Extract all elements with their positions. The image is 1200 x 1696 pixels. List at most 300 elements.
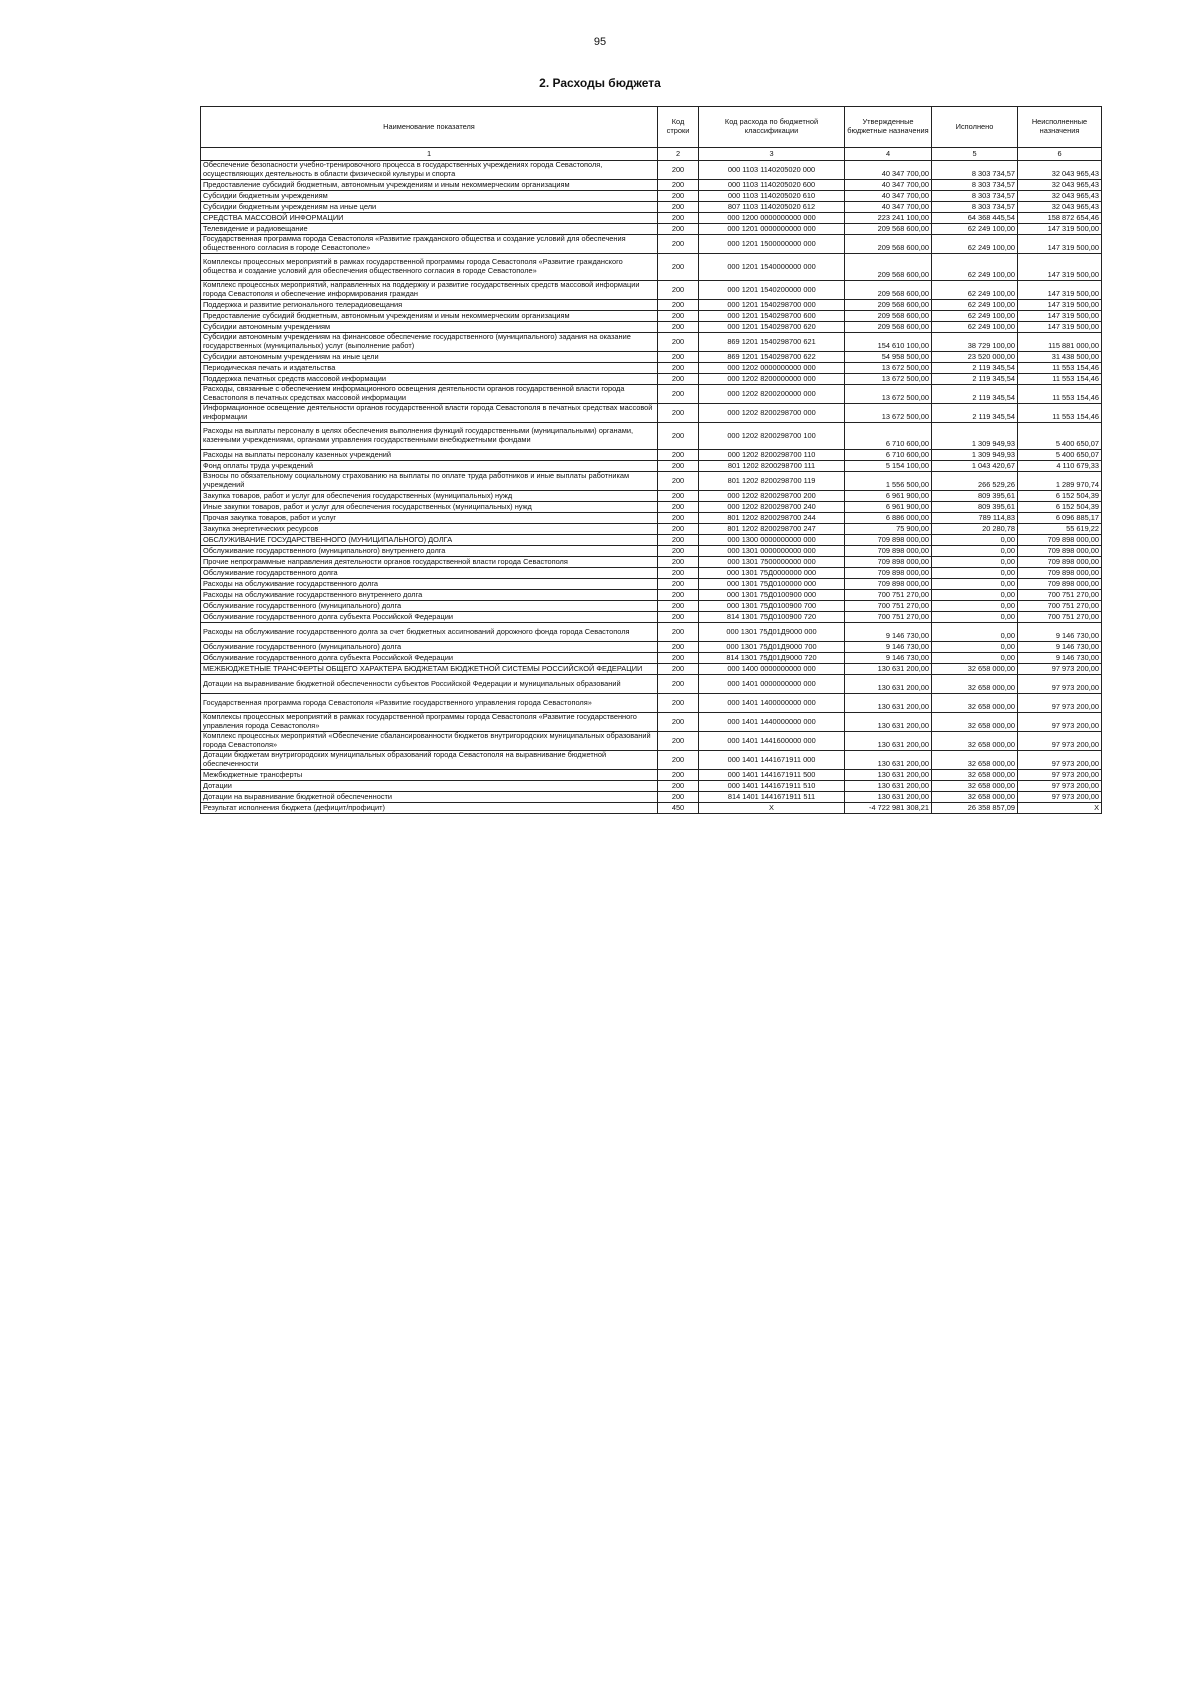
row-unexecuted: 709 898 000,00 (1018, 557, 1102, 568)
table-row (201, 568, 1102, 579)
row-approved: 13 672 500,00 (845, 385, 932, 404)
table-row (201, 694, 1102, 713)
row-classification-code: 000 1300 0000000000 000 (699, 535, 845, 546)
table-row (201, 213, 1102, 224)
row-executed: 0,00 (932, 590, 1018, 601)
row-unexecuted: 147 319 500,00 (1018, 322, 1102, 333)
page-number: 95 (593, 36, 607, 48)
row-unexecuted: 9 146 730,00 (1018, 623, 1102, 642)
row-unexecuted: 97 973 200,00 (1018, 781, 1102, 792)
row-line-code: 200 (658, 180, 699, 191)
row-name: Межбюджетные трансферты (201, 770, 658, 781)
row-executed: 20 280,78 (932, 524, 1018, 535)
row-name: Расходы на обслуживание государственного внутреннего долга (201, 590, 658, 601)
row-approved: 6 886 000,00 (845, 513, 932, 524)
row-name: Расходы на выплаты персоналу в целях обеспечения выполнения функций государственными (муниципальными) органами, казенными учреждениями, органами управления государственными внебюджетными фондами (201, 423, 658, 450)
row-approved: 40 347 700,00 (845, 202, 932, 213)
table-row (201, 191, 1102, 202)
row-unexecuted: 147 319 500,00 (1018, 311, 1102, 322)
table-row (201, 513, 1102, 524)
row-executed: 2 119 345,54 (932, 385, 1018, 404)
row-unexecuted: 1 289 970,74 (1018, 472, 1102, 491)
row-line-code: 200 (658, 642, 699, 653)
column-number: 3 (699, 148, 845, 161)
row-unexecuted: 97 973 200,00 (1018, 675, 1102, 694)
row-classification-code: 000 1103 1140205020 600 (699, 180, 845, 191)
row-name: Дотации бюджетам внутригородских муниципальных образований города Севастополя на выравнивание бюджетной обеспеченности (201, 751, 658, 770)
table-row (201, 202, 1102, 213)
table-row (201, 281, 1102, 300)
row-approved: 130 631 200,00 (845, 781, 932, 792)
row-name: Информационное освещение деятельности органов государственной власти города Севастополя в печатных средствах массовой информации (201, 404, 658, 423)
row-classification-code: 000 1201 1540200000 000 (699, 281, 845, 300)
row-line-code: 200 (658, 579, 699, 590)
row-executed: 266 529,26 (932, 472, 1018, 491)
row-unexecuted: 9 146 730,00 (1018, 642, 1102, 653)
row-name: Обслуживание государственного долга субъекта Российской Федерации (201, 612, 658, 623)
table-row (201, 161, 1102, 180)
row-unexecuted: 11 553 154,46 (1018, 363, 1102, 374)
column-number: 5 (932, 148, 1018, 161)
row-unexecuted: 5 400 650,07 (1018, 423, 1102, 450)
row-executed: 64 368 445,54 (932, 213, 1018, 224)
table-row (201, 311, 1102, 322)
row-line-code: 200 (658, 472, 699, 491)
table-header-row (201, 107, 1102, 148)
table-row (201, 623, 1102, 642)
table-row (201, 792, 1102, 803)
row-classification-code: 000 1301 0000000000 000 (699, 546, 845, 557)
row-unexecuted: 709 898 000,00 (1018, 568, 1102, 579)
row-name: Дотации на выравнивание бюджетной обеспеченности субъектов Российской Федерации и муниципальных образований (201, 675, 658, 694)
row-executed: 62 249 100,00 (932, 235, 1018, 254)
row-classification-code: 000 1401 1441671911 500 (699, 770, 845, 781)
row-approved: 209 568 600,00 (845, 322, 932, 333)
row-executed: 62 249 100,00 (932, 281, 1018, 300)
row-classification-code: 000 1401 1440000000 000 (699, 713, 845, 732)
row-unexecuted: 31 438 500,00 (1018, 352, 1102, 363)
row-unexecuted: 158 872 654,46 (1018, 213, 1102, 224)
row-line-code: 200 (658, 751, 699, 770)
row-classification-code: 801 1202 8200298700 111 (699, 461, 845, 472)
row-approved: 9 146 730,00 (845, 653, 932, 664)
row-executed: 62 249 100,00 (932, 311, 1018, 322)
table-row (201, 322, 1102, 333)
row-approved: 40 347 700,00 (845, 191, 932, 202)
row-unexecuted: 11 553 154,46 (1018, 404, 1102, 423)
row-approved: 130 631 200,00 (845, 664, 932, 675)
row-classification-code: 000 1200 0000000000 000 (699, 213, 845, 224)
row-line-code: 200 (658, 450, 699, 461)
row-line-code: 200 (658, 513, 699, 524)
table-row (201, 180, 1102, 191)
row-executed: 23 520 000,00 (932, 352, 1018, 363)
table-row (201, 781, 1102, 792)
row-executed: 1 309 949,93 (932, 450, 1018, 461)
row-approved: 130 631 200,00 (845, 713, 932, 732)
table-row (201, 423, 1102, 450)
row-unexecuted: 11 553 154,46 (1018, 374, 1102, 385)
row-approved: 209 568 600,00 (845, 235, 932, 254)
row-classification-code: 000 1301 75Д01Д9000 700 (699, 642, 845, 653)
row-classification-code: 000 1202 8200298700 200 (699, 491, 845, 502)
row-approved: 709 898 000,00 (845, 535, 932, 546)
row-name: Предоставление субсидий бюджетным, автономным учреждениям и иным некоммерческим организациям (201, 311, 658, 322)
row-line-code: 200 (658, 612, 699, 623)
row-line-code: 200 (658, 404, 699, 423)
row-line-code: 200 (658, 491, 699, 502)
table-row (201, 653, 1102, 664)
table-row (201, 235, 1102, 254)
row-unexecuted: 32 043 965,43 (1018, 191, 1102, 202)
row-classification-code: 869 1201 1540298700 621 (699, 333, 845, 352)
row-approved: 154 610 100,00 (845, 333, 932, 352)
row-line-code: 200 (658, 546, 699, 557)
row-executed: 8 303 734,57 (932, 191, 1018, 202)
row-line-code: 200 (658, 161, 699, 180)
table-row (201, 502, 1102, 513)
row-unexecuted: 4 110 679,33 (1018, 461, 1102, 472)
row-executed: 1 043 420,67 (932, 461, 1018, 472)
row-classification-code: 869 1201 1540298700 622 (699, 352, 845, 363)
row-name: Комплексы процессных мероприятий в рамках государственной программы города Севастополя «Развитие гражданского общества и создание условий для обеспечения общественного согласия в городе Севастополе» (201, 254, 658, 281)
row-name: Субсидии бюджетным учреждениям (201, 191, 658, 202)
row-classification-code: 801 1202 8200298700 119 (699, 472, 845, 491)
row-name: ОБСЛУЖИВАНИЕ ГОСУДАРСТВЕННОГО (МУНИЦИПАЛЬНОГО) ДОЛГА (201, 535, 658, 546)
row-classification-code: 000 1301 75Д0100900 700 (699, 601, 845, 612)
row-executed: 32 658 000,00 (932, 781, 1018, 792)
row-executed: 809 395,61 (932, 502, 1018, 513)
row-classification-code: 801 1202 8200298700 247 (699, 524, 845, 535)
row-executed: 2 119 345,54 (932, 404, 1018, 423)
row-approved: 6 710 600,00 (845, 450, 932, 461)
row-name: Результат исполнения бюджета (дефицит/профицит) (201, 803, 658, 814)
row-executed: 8 303 734,57 (932, 161, 1018, 180)
row-approved: 209 568 600,00 (845, 300, 932, 311)
row-unexecuted: 6 152 504,39 (1018, 491, 1102, 502)
row-name: Субсидии автономным учреждениям на финансовое обеспечение государственного (муниципального) задания на оказание государственных (муниципальных) услуг (выполнение работ) (201, 333, 658, 352)
expenses-table-container (200, 106, 1101, 814)
row-line-code: 200 (658, 590, 699, 601)
row-approved: 75 900,00 (845, 524, 932, 535)
row-classification-code: 814 1401 1441671911 511 (699, 792, 845, 803)
column-number: 2 (658, 148, 699, 161)
row-line-code: 200 (658, 363, 699, 374)
row-name: Государственная программа города Севастополя «Развитие государственного управления города Севастополя» (201, 694, 658, 713)
row-executed: 0,00 (932, 642, 1018, 653)
row-name: Субсидии бюджетным учреждениям на иные цели (201, 202, 658, 213)
row-approved: 709 898 000,00 (845, 557, 932, 568)
row-approved: 130 631 200,00 (845, 694, 932, 713)
table-row (201, 385, 1102, 404)
row-executed: 32 658 000,00 (932, 751, 1018, 770)
row-executed: 32 658 000,00 (932, 732, 1018, 751)
row-unexecuted: 700 751 270,00 (1018, 601, 1102, 612)
row-classification-code: 000 1202 8200298700 240 (699, 502, 845, 513)
table-row (201, 352, 1102, 363)
table-row (201, 363, 1102, 374)
table-row (201, 333, 1102, 352)
row-name: Поддержка печатных средств массовой информации (201, 374, 658, 385)
table-row (201, 713, 1102, 732)
row-unexecuted: 97 973 200,00 (1018, 694, 1102, 713)
row-line-code: 200 (658, 300, 699, 311)
row-line-code: 200 (658, 322, 699, 333)
row-line-code: 200 (658, 502, 699, 513)
row-name: Прочая закупка товаров, работ и услуг (201, 513, 658, 524)
row-line-code: 200 (658, 423, 699, 450)
row-approved: 6 961 900,00 (845, 502, 932, 513)
row-unexecuted: 147 319 500,00 (1018, 281, 1102, 300)
row-name: Телевидение и радиовещание (201, 224, 658, 235)
row-classification-code: X (699, 803, 845, 814)
row-unexecuted: 709 898 000,00 (1018, 535, 1102, 546)
row-approved: 209 568 600,00 (845, 254, 932, 281)
row-approved: 9 146 730,00 (845, 642, 932, 653)
row-line-code: 200 (658, 385, 699, 404)
row-unexecuted: 5 400 650,07 (1018, 450, 1102, 461)
row-approved: 709 898 000,00 (845, 546, 932, 557)
row-unexecuted: 97 973 200,00 (1018, 713, 1102, 732)
row-approved: 130 631 200,00 (845, 675, 932, 694)
row-approved: 130 631 200,00 (845, 751, 932, 770)
header-line-code: Код строки (658, 107, 699, 148)
row-classification-code: 000 1201 1540298700 600 (699, 311, 845, 322)
row-unexecuted: 32 043 965,43 (1018, 180, 1102, 191)
row-name: Обслуживание государственного (муниципального) долга (201, 642, 658, 653)
row-unexecuted: 6 152 504,39 (1018, 502, 1102, 513)
row-classification-code: 814 1301 75Д01Д9000 720 (699, 653, 845, 664)
row-line-code: 200 (658, 792, 699, 803)
table-row (201, 300, 1102, 311)
table-row (201, 524, 1102, 535)
row-name: СРЕДСТВА МАССОВОЙ ИНФОРМАЦИИ (201, 213, 658, 224)
row-line-code: 200 (658, 374, 699, 385)
table-row (201, 590, 1102, 601)
row-executed: 0,00 (932, 568, 1018, 579)
header-name: Наименование показателя (201, 107, 658, 148)
row-line-code: 200 (658, 781, 699, 792)
row-approved: 209 568 600,00 (845, 224, 932, 235)
row-name: Расходы на выплаты персоналу казенных учреждений (201, 450, 658, 461)
row-name: Поддержка и развитие регионального телерадиовещания (201, 300, 658, 311)
row-executed: 0,00 (932, 535, 1018, 546)
row-classification-code: 000 1301 7500000000 000 (699, 557, 845, 568)
row-approved: 700 751 270,00 (845, 601, 932, 612)
row-classification-code: 000 1103 1140205020 000 (699, 161, 845, 180)
row-executed: 32 658 000,00 (932, 792, 1018, 803)
row-unexecuted: 9 146 730,00 (1018, 653, 1102, 664)
row-executed: 2 119 345,54 (932, 363, 1018, 374)
row-name: Субсидии автономным учреждениям (201, 322, 658, 333)
row-classification-code: 801 1202 8200298700 244 (699, 513, 845, 524)
row-name: Расходы, связанные с обеспечением информационного освещения деятельности органов государственной власти города Севастополя в печатных средствах массовой информации (201, 385, 658, 404)
row-executed: 38 729 100,00 (932, 333, 1018, 352)
row-approved: 6 710 600,00 (845, 423, 932, 450)
row-executed: 789 114,83 (932, 513, 1018, 524)
row-name: Обслуживание государственного долга (201, 568, 658, 579)
row-classification-code: 000 1401 0000000000 000 (699, 675, 845, 694)
row-name: Обслуживание государственного (муниципального) внутреннего долга (201, 546, 658, 557)
table-row (201, 579, 1102, 590)
row-unexecuted: 32 043 965,43 (1018, 161, 1102, 180)
table-row (201, 751, 1102, 770)
row-approved: 130 631 200,00 (845, 770, 932, 781)
row-unexecuted: 55 619,22 (1018, 524, 1102, 535)
row-approved: 9 146 730,00 (845, 623, 932, 642)
row-name: Прочие непрограммные направления деятельности органов государственной власти города Севастополя (201, 557, 658, 568)
table-row (201, 404, 1102, 423)
row-classification-code: 000 1201 1540298700 620 (699, 322, 845, 333)
row-unexecuted: 97 973 200,00 (1018, 732, 1102, 751)
row-approved: 6 961 900,00 (845, 491, 932, 502)
row-executed: 0,00 (932, 653, 1018, 664)
row-classification-code: 000 1201 1500000000 000 (699, 235, 845, 254)
row-executed: 0,00 (932, 612, 1018, 623)
row-classification-code: 807 1103 1140205020 612 (699, 202, 845, 213)
table-row (201, 612, 1102, 623)
table-row (201, 732, 1102, 751)
table-row (201, 450, 1102, 461)
row-line-code: 450 (658, 803, 699, 814)
row-executed: 32 658 000,00 (932, 713, 1018, 732)
column-number: 4 (845, 148, 932, 161)
row-classification-code: 000 1301 75Д0000000 000 (699, 568, 845, 579)
row-classification-code: 000 1400 0000000000 000 (699, 664, 845, 675)
table-row (201, 535, 1102, 546)
row-executed: 32 658 000,00 (932, 675, 1018, 694)
row-approved: 700 751 270,00 (845, 612, 932, 623)
row-executed: 2 119 345,54 (932, 374, 1018, 385)
row-name: Субсидии автономным учреждениям на иные цели (201, 352, 658, 363)
row-executed: 8 303 734,57 (932, 180, 1018, 191)
row-line-code: 200 (658, 535, 699, 546)
row-name: Обслуживание государственного (муниципального) долга (201, 601, 658, 612)
row-unexecuted: 700 751 270,00 (1018, 612, 1102, 623)
table-row (201, 374, 1102, 385)
row-executed: 8 303 734,57 (932, 202, 1018, 213)
row-classification-code: 000 1401 1441671911 510 (699, 781, 845, 792)
row-approved: 13 672 500,00 (845, 374, 932, 385)
row-approved: 40 347 700,00 (845, 180, 932, 191)
row-classification-code: 000 1202 0000000000 000 (699, 363, 845, 374)
row-executed: 0,00 (932, 579, 1018, 590)
table-row (201, 472, 1102, 491)
table-row (201, 803, 1102, 814)
row-classification-code: 814 1301 75Д0100900 720 (699, 612, 845, 623)
row-executed: 32 658 000,00 (932, 694, 1018, 713)
row-unexecuted: 97 973 200,00 (1018, 664, 1102, 675)
row-classification-code: 000 1202 8200298700 100 (699, 423, 845, 450)
row-approved: 709 898 000,00 (845, 568, 932, 579)
row-approved: 223 241 100,00 (845, 213, 932, 224)
row-classification-code: 000 1301 75Д0100000 000 (699, 579, 845, 590)
table-row (201, 675, 1102, 694)
row-unexecuted: 115 881 000,00 (1018, 333, 1102, 352)
row-classification-code: 000 1301 75Д0100900 000 (699, 590, 845, 601)
row-approved: 209 568 600,00 (845, 281, 932, 300)
row-classification-code: 000 1201 0000000000 000 (699, 224, 845, 235)
row-approved: 1 556 500,00 (845, 472, 932, 491)
row-unexecuted: 709 898 000,00 (1018, 546, 1102, 557)
row-line-code: 200 (658, 664, 699, 675)
row-classification-code: 000 1201 1540000000 000 (699, 254, 845, 281)
header-unexecuted: Неисполненные назначения (1018, 107, 1102, 148)
row-classification-code: 000 1202 8200298700 110 (699, 450, 845, 461)
row-name: Фонд оплаты труда учреждений (201, 461, 658, 472)
row-unexecuted: 147 319 500,00 (1018, 235, 1102, 254)
row-line-code: 200 (658, 557, 699, 568)
row-line-code: 200 (658, 213, 699, 224)
row-line-code: 200 (658, 235, 699, 254)
row-line-code: 200 (658, 623, 699, 642)
row-line-code: 200 (658, 333, 699, 352)
row-executed: 62 249 100,00 (932, 322, 1018, 333)
row-executed: 0,00 (932, 546, 1018, 557)
row-approved: -4 722 981 308,21 (845, 803, 932, 814)
row-name: Дотации на выравнивание бюджетной обеспеченности (201, 792, 658, 803)
row-executed: 809 395,61 (932, 491, 1018, 502)
column-number: 6 (1018, 148, 1102, 161)
row-approved: 13 672 500,00 (845, 363, 932, 374)
row-executed: 32 658 000,00 (932, 770, 1018, 781)
row-approved: 709 898 000,00 (845, 579, 932, 590)
row-approved: 130 631 200,00 (845, 792, 932, 803)
row-unexecuted: 11 553 154,46 (1018, 385, 1102, 404)
row-line-code: 200 (658, 713, 699, 732)
row-unexecuted: 709 898 000,00 (1018, 579, 1102, 590)
row-approved: 40 347 700,00 (845, 161, 932, 180)
row-name: Обслуживание государственного долга субъекта Российской Федерации (201, 653, 658, 664)
row-line-code: 200 (658, 311, 699, 322)
row-classification-code: 000 1401 1441671911 000 (699, 751, 845, 770)
row-executed: 0,00 (932, 557, 1018, 568)
row-name: Взносы по обязательному социальному страхованию на выплаты по оплате труда работников и иные выплаты работникам учреждений (201, 472, 658, 491)
row-classification-code: 000 1201 1540298700 000 (699, 300, 845, 311)
column-number: 1 (201, 148, 658, 161)
header-executed: Исполнено (932, 107, 1018, 148)
row-name: Расходы на обслуживание государственного долга (201, 579, 658, 590)
row-approved: 5 154 100,00 (845, 461, 932, 472)
table-row (201, 491, 1102, 502)
row-approved: 13 672 500,00 (845, 404, 932, 423)
table-row (201, 642, 1102, 653)
row-executed: 62 249 100,00 (932, 224, 1018, 235)
table-row (201, 546, 1102, 557)
row-name: Закупка энергетических ресурсов (201, 524, 658, 535)
row-line-code: 200 (658, 694, 699, 713)
row-unexecuted: 700 751 270,00 (1018, 590, 1102, 601)
row-classification-code: 000 1202 8200000000 000 (699, 374, 845, 385)
row-classification-code: 000 1401 1400000000 000 (699, 694, 845, 713)
table-row (201, 224, 1102, 235)
row-classification-code: 000 1301 75Д01Д9000 000 (699, 623, 845, 642)
row-name: Обеспечение безопасности учебно-тренировочного процесса в государственных учреждениях города Севастополя, осуществляющих деятельность в области физической культуры и спорта (201, 161, 658, 180)
row-name: Дотации (201, 781, 658, 792)
row-line-code: 200 (658, 675, 699, 694)
table-row (201, 601, 1102, 612)
row-line-code: 200 (658, 653, 699, 664)
table-row (201, 254, 1102, 281)
row-classification-code: 000 1401 1441600000 000 (699, 732, 845, 751)
row-executed: 62 249 100,00 (932, 254, 1018, 281)
row-line-code: 200 (658, 281, 699, 300)
header-classification-code: Код расхода по бюджетной классификации (699, 107, 845, 148)
row-line-code: 200 (658, 601, 699, 612)
row-line-code: 200 (658, 191, 699, 202)
row-line-code: 200 (658, 732, 699, 751)
row-name: Периодическая печать и издательства (201, 363, 658, 374)
